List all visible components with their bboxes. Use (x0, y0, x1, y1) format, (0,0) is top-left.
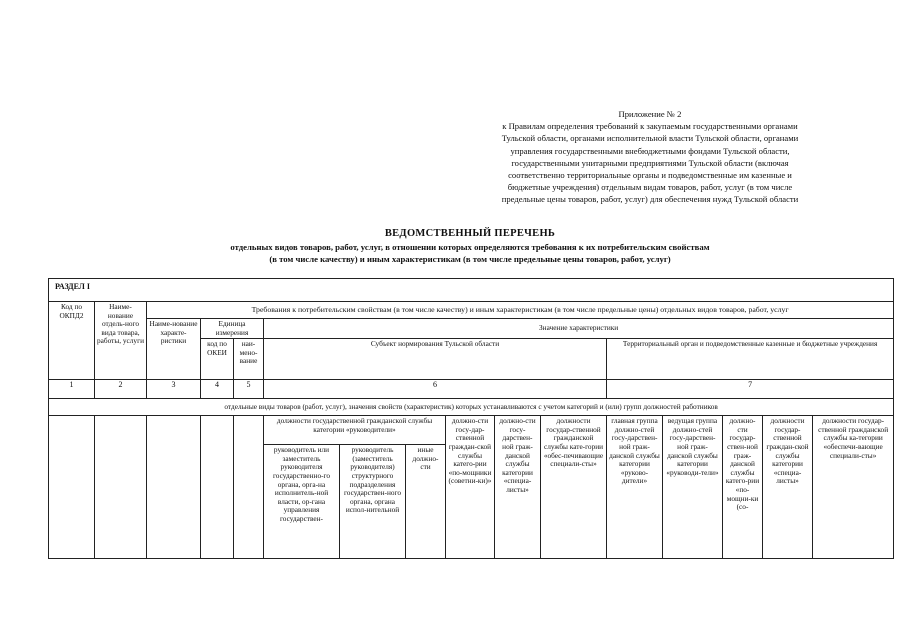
requirements-table (48, 278, 894, 559)
subject-header: Субъект нормирования Тульской области (264, 339, 607, 380)
territorial-leading-group: ведущая группа должно-стей госу-дарствен-ной граж-данской службы категории «руководи-тели» (663, 416, 723, 559)
appendix-line: предельные цены товаров, работ, услуг) для обеспечения нужд Тульской области (501, 194, 799, 205)
subtitle-line: отдельных видов товаров, работ, услуг, в отношении которых определяются требования к их потребительским свойствам (230, 242, 710, 252)
column-number: 2 (95, 380, 147, 399)
subject-specialists: должно-сти госу-дарствен-ной граж-данской службы категории «специа-листы» (495, 416, 541, 559)
value-header: Значение характеристики (264, 319, 894, 339)
column-number: 5 (234, 380, 264, 399)
unit-name-header: наи-мено-вание (234, 339, 264, 380)
territorial-specialists: должности государ-ственной граждан-ской службы категории «специа-листы» (763, 416, 813, 559)
document-subtitle (40, 241, 900, 265)
leader-unit: руководитель (заместитель руководителя) структурного подразделения государствен-ного органа, органа испол-нительной (340, 445, 406, 559)
appendix-line: государственными унитарными предприятиями Тульской области (включая (511, 157, 789, 168)
unit-header: Единица измерения (201, 319, 264, 339)
appendix-line: бюджетные учреждения) отдельным видам товаров, работ, услуг (в том числе (507, 182, 793, 193)
column-number: 6 (264, 380, 607, 399)
col-char-name-header: Наиме-нование характе-ристики (147, 319, 201, 380)
territorial-assistants: должно-сти государ-ствен-ной граж-данской службы катего-рии «по-мощни-ки (со- (723, 416, 763, 559)
subject-support: должности государ-ственной гражданской службы кате-гории «обес-печивающие специали-сты» (541, 416, 607, 559)
appendix-line: управления государственными внебюджетными фондами Тульской области, (510, 145, 790, 156)
empty-cell (95, 416, 147, 559)
subtitle-line: (в том числе качеству) и иным характеристикам (в том числе предельные цены товаров, работ, услуг) (269, 254, 671, 264)
territorial-support: должности государ-ственной гражданской службы ка-тегории «обеспечи-вающие специали-сты» (813, 416, 894, 559)
appendix-block (440, 108, 860, 206)
appendix-title: Приложение № 2 (618, 109, 682, 119)
empty-cell (147, 416, 201, 559)
section-title: РАЗДЕЛ I (49, 279, 894, 302)
leader-other: иные должно-сти (406, 445, 446, 559)
empty-cell (49, 416, 95, 559)
document-title: ВЕДОМСТВЕННЫЙ ПЕРЕЧЕНЬ (384, 228, 556, 239)
categories-row: отдельные виды товаров (работ, услуг), значения свойств (характеристик) которых устанавливаются с учетом категорий и (или) групп должностей работников (49, 399, 894, 416)
empty-cell (234, 416, 264, 559)
appendix-line: Тульской области, органами исполнительной власти Тульской области, органами (501, 133, 799, 144)
leaders-header: должности государственной гражданской службы категории «руководители» (264, 416, 446, 445)
column-number: 4 (201, 380, 234, 399)
subject-assistants: должно-сти госу-дар-ственной граждан-ской службы катего-рии «по-мощники (советни-ки)» (446, 416, 495, 559)
column-number: 3 (147, 380, 201, 399)
territorial-header: Территориальный орган и подведомственные казенные и бюджетные учреждения (607, 339, 894, 380)
appendix-line: соответственно территориальные органы и подведомственные им казенные и (508, 170, 792, 181)
column-number: 1 (49, 380, 95, 399)
leader-head: руководитель или заместитель руководителя государственно-го органа, орга-на исполнитель-ной власти, ор-гана управления государствен- (264, 445, 340, 559)
requirements-header: Требования к потребительским свойствам (в том числе качеству) и иным характеристикам (в том числе предельные цены) отдельных видов товаров, работ, услуг (147, 302, 894, 319)
unit-code-header: код по ОКЕИ (201, 339, 234, 380)
empty-cell (201, 416, 234, 559)
territorial-main-group: главная группа должно-стей госу-дарствен-ной граж-данской службы категории «руково-дители» (607, 416, 663, 559)
col-okpd-header: Код по ОКПД2 (49, 302, 95, 380)
column-number: 7 (607, 380, 894, 399)
col-name-header: Наиме-нование отдель-ного вида товара, работы, услуги (95, 302, 147, 380)
appendix-line: к Правилам определения требований к закупаемым государственными органами (502, 121, 798, 132)
